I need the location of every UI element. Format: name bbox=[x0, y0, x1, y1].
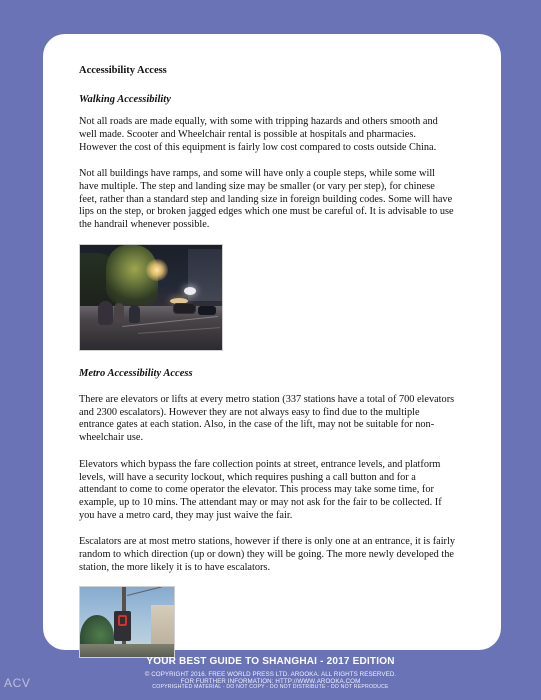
street-light-icon bbox=[146, 259, 168, 281]
title-spacer bbox=[79, 77, 455, 93]
metro-title-bottom-spacer bbox=[79, 380, 455, 394]
page-card bbox=[43, 34, 501, 650]
headlight-icon bbox=[184, 287, 196, 295]
walking-paragraph-spacer bbox=[79, 154, 455, 168]
metro-paragraph-spacer-2 bbox=[79, 522, 455, 536]
person-shape bbox=[114, 303, 124, 323]
metro-section-title: Metro Accessibility Access bbox=[79, 367, 193, 379]
footer-title: YOUR BEST GUIDE TO SHANGHAI - 2017 EDITION bbox=[146, 656, 395, 667]
footer-copyright-line-2: FOR FURTHER INFORMATION: HTTP://WWW.AROOKA.COM bbox=[180, 678, 361, 686]
footer-copyright-line-1: © COPYRIGHT 2016. FREE WORLD PRESS LTD. AROOKA. ALL RIGHTS RESERVED. bbox=[144, 671, 397, 678]
walking-paragraph-1: Not all roads are made equally, with some with tripping hazards and others smooth and well made. Scooter and Wheelchair rental is possible at hospitals and pharmacies. However the cost of this equipment is fairly low cost compared to costs outside China. bbox=[79, 116, 438, 153]
footer-copyright bbox=[0, 671, 541, 691]
metro-title-spacer bbox=[79, 351, 455, 367]
walking-section-title: Walking Accessibility bbox=[79, 94, 171, 106]
footer-copyright-line-3: COPYRIGHTED MATERIAL - DO NOT COPY - DO NOT DISTRIBUTE - DO NOT REPRODUCE bbox=[152, 684, 389, 691]
walking-paragraph-2: Not all buildings have ramps, and some will have only a couple steps, while some will have multiple. The step and landing size may be smaller (or vary per step), for chinese feet, rather than a standard step and landing size in foreign building codes. Some will have lips on the step, or broken jagged edges which one must be careful of. It is advisable to use the handrail whenever possible. bbox=[79, 168, 454, 231]
night-street-photo bbox=[79, 244, 223, 351]
walking-title-spacer bbox=[79, 106, 455, 116]
metro-paragraph-1: There are elevators or lifts at every metro station (337 stations have a total of 700 elevators and 2300 escalators). However they are not always easy to find due to the multiple entrance gates at each station. Also, in the case of the lift, may not be suitable for non-wheelchair use. bbox=[79, 394, 455, 444]
vehicle-shape bbox=[173, 303, 196, 314]
wire-line bbox=[127, 586, 174, 596]
metro-symbol-icon bbox=[118, 615, 127, 626]
person-shape bbox=[98, 301, 113, 325]
page-title: Accessibility Access bbox=[79, 65, 167, 76]
article-content bbox=[79, 64, 455, 658]
photo-spacer-1 bbox=[79, 232, 455, 244]
photo-spacer-2 bbox=[79, 574, 455, 586]
metro-sign-photo bbox=[79, 586, 175, 658]
metro-paragraph-3: Escalators are at most metro stations, however if there is only one at an entrance, it is fairly random to which direction (up or down) they will be going. The more newly developed the station, the more likely it is to have escalators. bbox=[79, 536, 455, 573]
person-shape bbox=[129, 305, 140, 323]
metro-paragraph-2: Elevators which bypass the fare collection points at street, entrance levels, and platform levels, will have a security lockout, which requires pushing a call button and for a attendant to come to come operator the elevator. This process may take some time, for example, up to 10 mins. The attendant may or may not ask for the fair to be collected. If you have a metro card, they may just waive the fair. bbox=[79, 458, 442, 521]
metro-paragraph-spacer-1 bbox=[79, 445, 455, 459]
vehicle-shape bbox=[198, 306, 216, 315]
watermark-text: ACV bbox=[4, 676, 31, 690]
